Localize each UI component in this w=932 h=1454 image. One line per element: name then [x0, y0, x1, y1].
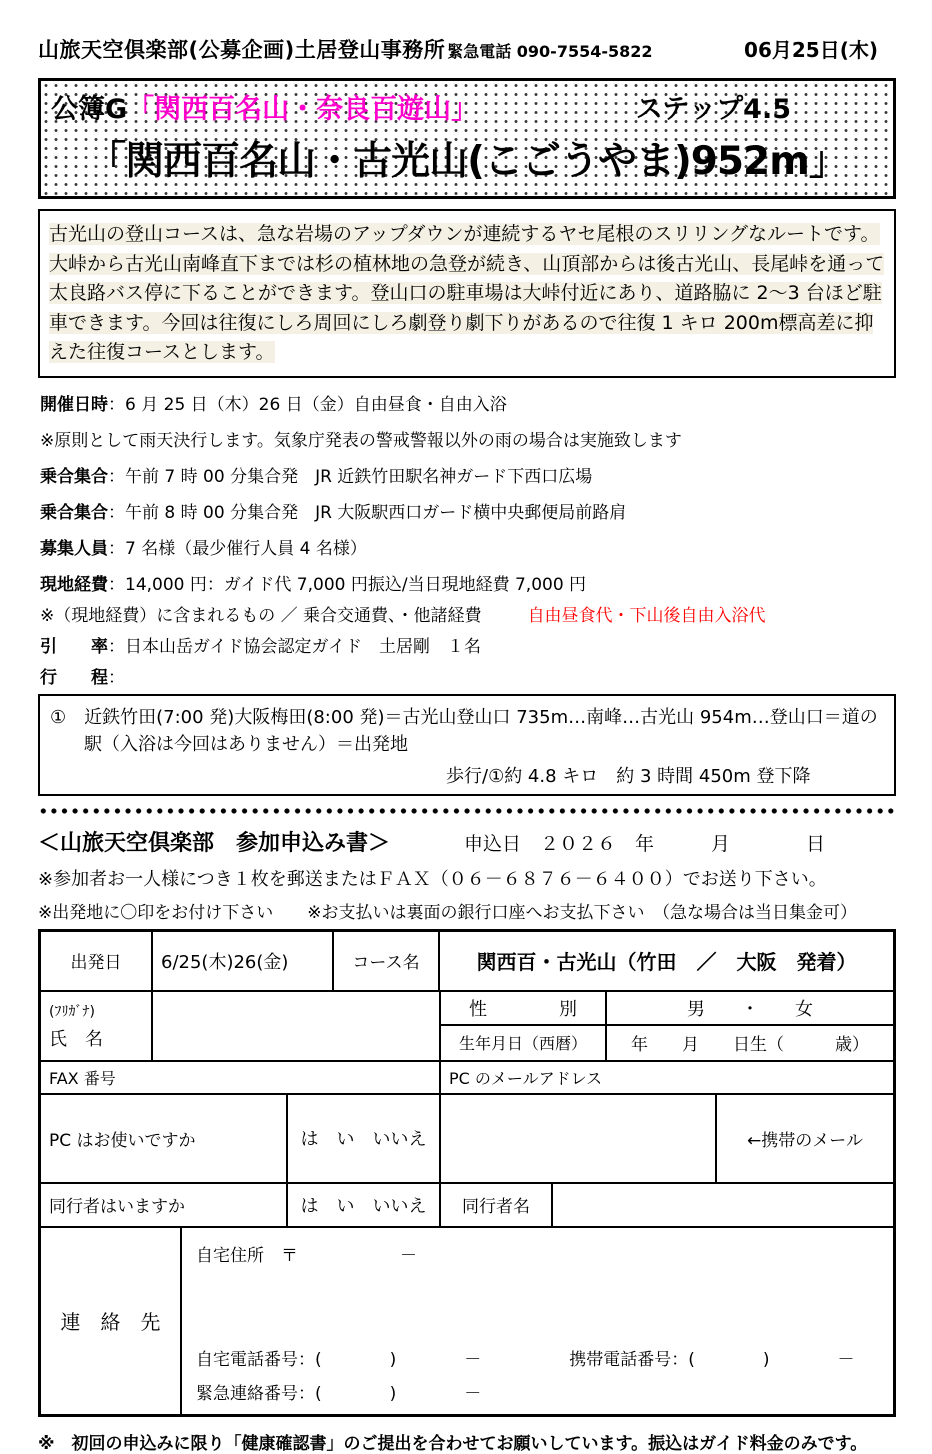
gender-row	[441, 992, 893, 1026]
mobile-mail-note: ←携帯のメール	[747, 1130, 863, 1151]
course-name-label: コース名	[334, 932, 440, 990]
contact-label: 連 絡 先	[41, 1228, 182, 1414]
detail-itinerary-label: 行 程 ：	[40, 663, 896, 688]
detail-label: 引 率	[40, 636, 108, 657]
detail-guide: 引 率 ：日本山岳ガイド協会認定ガイド 土居剛 １名	[40, 632, 896, 657]
course-description-box	[38, 209, 896, 378]
emergency-contact-label: 緊急連絡番号：( ) －	[196, 1383, 482, 1404]
birthdate-value: 年 月 日生（ 歳）	[631, 1035, 869, 1056]
gender-birth-block	[441, 992, 893, 1060]
pc-usage-question: PC はお使いですか	[41, 1095, 288, 1182]
series-prefix: 公簿G	[51, 94, 128, 125]
home-phone-label: 自宅電話番号：( ) －	[196, 1349, 482, 1370]
mobile-phone-label: 携帯電話番号：( ) －	[569, 1349, 855, 1370]
detail-label: 乗合集合	[40, 502, 108, 523]
club-name: 山旅天空倶楽部(公募企画)土居登山事務所	[38, 38, 446, 62]
course-description: 古光山の登山コースは、急な岩場のアップダウンが連続するヤセ尾根のスリリングなルートです。大峠から古光山南峰直下までは杉の植林地の急登が続き、山頂部からは後古光山、長尾峠を通って太良路バス停に下ることができます。登山口の駐車場は大峠付近にあり、道路脇に 2～3 台ほど駐車できます。今回は往復にしろ周回にしろ劇登り劇下りがあるので往復 1 キロ 200m標高差に抑えた往復コースとします。	[49, 223, 885, 364]
fax-number-label: FAX 番号	[41, 1062, 441, 1093]
companion-answer: は い いいえ	[288, 1184, 441, 1226]
event-date: 06月25日(木)	[744, 38, 878, 62]
detail-label: 現地経費	[40, 574, 108, 595]
departure-date-label: 出発日	[41, 932, 153, 990]
detail-cost-includes: ※（現地経費）に含まれるもの ／ 乗合交通費、・他諸経費 自由昼食代・下山後自由入浴代	[40, 601, 896, 626]
dotted-separator	[38, 806, 896, 816]
table-row-pc-usage	[41, 1095, 893, 1184]
cost-excludes-red-text: 自由昼食代・下山後自由入浴代	[527, 605, 766, 626]
detail-label: 行 程	[40, 667, 108, 688]
step-label: ステップ4.5	[635, 94, 791, 125]
name-input-cell	[153, 992, 441, 1060]
detail-capacity: 募集人員 ：7 名様（最少催行人員 4 名様）	[40, 534, 896, 559]
form-header	[38, 826, 896, 857]
main-title: 「関西百名山・古光山(こごうやま)952m」	[87, 139, 847, 184]
health-check-note: ※ 初回の申込みに限り「健康確認書」のご提出を合わせてお願いしています。振込はガイド料金のみです。	[38, 1433, 868, 1454]
table-row-name	[41, 992, 893, 1062]
gender-label: 性 別	[441, 992, 607, 1024]
detail-label: 乗合集合	[40, 466, 108, 487]
pc-mail-label: PC のメールアドレス	[449, 1068, 603, 1088]
table-row-departure	[41, 932, 893, 992]
gender-options: 男 ・ 女	[687, 998, 813, 1020]
detail-label: 募集人員	[40, 538, 108, 559]
furigana-label: (ﾌﾘｶﾞﾅ)	[49, 1003, 95, 1020]
title-box	[38, 78, 896, 199]
contact-detail-cell	[182, 1228, 893, 1414]
application-date: 申込日 ２０２６ 年 月 日	[464, 832, 826, 855]
title-line-1	[51, 87, 883, 126]
form-note-fax: ※参加者お一人様につき１枚を郵送またはＦＡＸ（０６－６８７６－６４００）でお送り下さい。	[38, 868, 827, 890]
application-form-title: ＜山旅天空倶楽部 参加申込み書＞	[38, 830, 391, 856]
detail-cost: 現地経費 ：14,000 円：ガイド代 7,000 円振込/当日現地経費 7,000 円	[40, 570, 896, 595]
birthdate-row	[441, 1026, 893, 1060]
phone-line-2	[196, 1379, 885, 1404]
departure-date-value: 6/25(木)26(金)	[153, 932, 334, 990]
itinerary-box	[38, 694, 896, 796]
companion-name-input-cell	[553, 1184, 893, 1226]
detail-meeting-1: 乗合集合 ：午前 7 時 00 分集合発 JR 近鉄竹田駅名神ガード下西口広場	[40, 462, 896, 487]
table-row-contact	[41, 1228, 893, 1414]
phone-gap	[481, 1345, 569, 1370]
rain-policy-note: ※原則として雨天決行します。気象庁発表の警戒警報以外の雨の場合は実施致します	[40, 430, 682, 451]
table-row-fax-mail	[41, 1062, 893, 1095]
companion-name-label: 同行者名	[441, 1184, 553, 1226]
page-header	[38, 34, 896, 64]
series-name: 「関西百名山・奈良百遊山」	[127, 94, 479, 125]
form-note-payment: ※出発地に〇印をお付け下さい ※お支払いは裏面の銀行口座へお支払下さい （急な場合は当日集金可）	[38, 902, 857, 923]
emergency-phone: 緊急電話 090-7554-5822	[447, 42, 653, 61]
contact-spacer	[196, 1266, 885, 1336]
home-address-label: 自宅住所 〒 －	[196, 1245, 417, 1266]
name-label: 氏 名	[49, 1028, 103, 1050]
birthdate-label: 生年月日（西暦）	[441, 1026, 607, 1060]
application-form-table	[38, 929, 896, 1417]
detail-schedule: 開催日時 ：6 月 25 日（木）26 日（金）自由昼食・自由入浴	[40, 390, 896, 415]
itinerary-route: ① 近鉄竹田(7:00 発)大阪梅田(8:00 発)＝古光山登山口 735m…南峰…古光山 954m…登山口＝道の駅（入浴は今回はありません）＝出発地	[50, 706, 878, 755]
itinerary-walk-stats: 歩行/①約 4.8 キロ 約 3 時間 450m 登下降	[446, 765, 811, 787]
pc-usage-answer: は い いいえ	[288, 1095, 441, 1182]
companion-question: 同行者はいますか	[41, 1184, 288, 1226]
table-row-companion	[41, 1184, 893, 1228]
pc-mail-input-cell	[441, 1095, 717, 1182]
event-details	[40, 390, 896, 688]
detail-meeting-2: 乗合集合 ：午前 8 時 00 分集合発 JR 大阪駅西口ガード横中央郵便局前路肩	[40, 498, 896, 523]
detail-label: 開催日時	[40, 394, 108, 415]
course-name-value: 関西百・古光山（竹田 ／ 大阪 発着）	[476, 950, 857, 975]
name-label-cell	[41, 992, 153, 1060]
phone-line-1	[196, 1345, 885, 1370]
